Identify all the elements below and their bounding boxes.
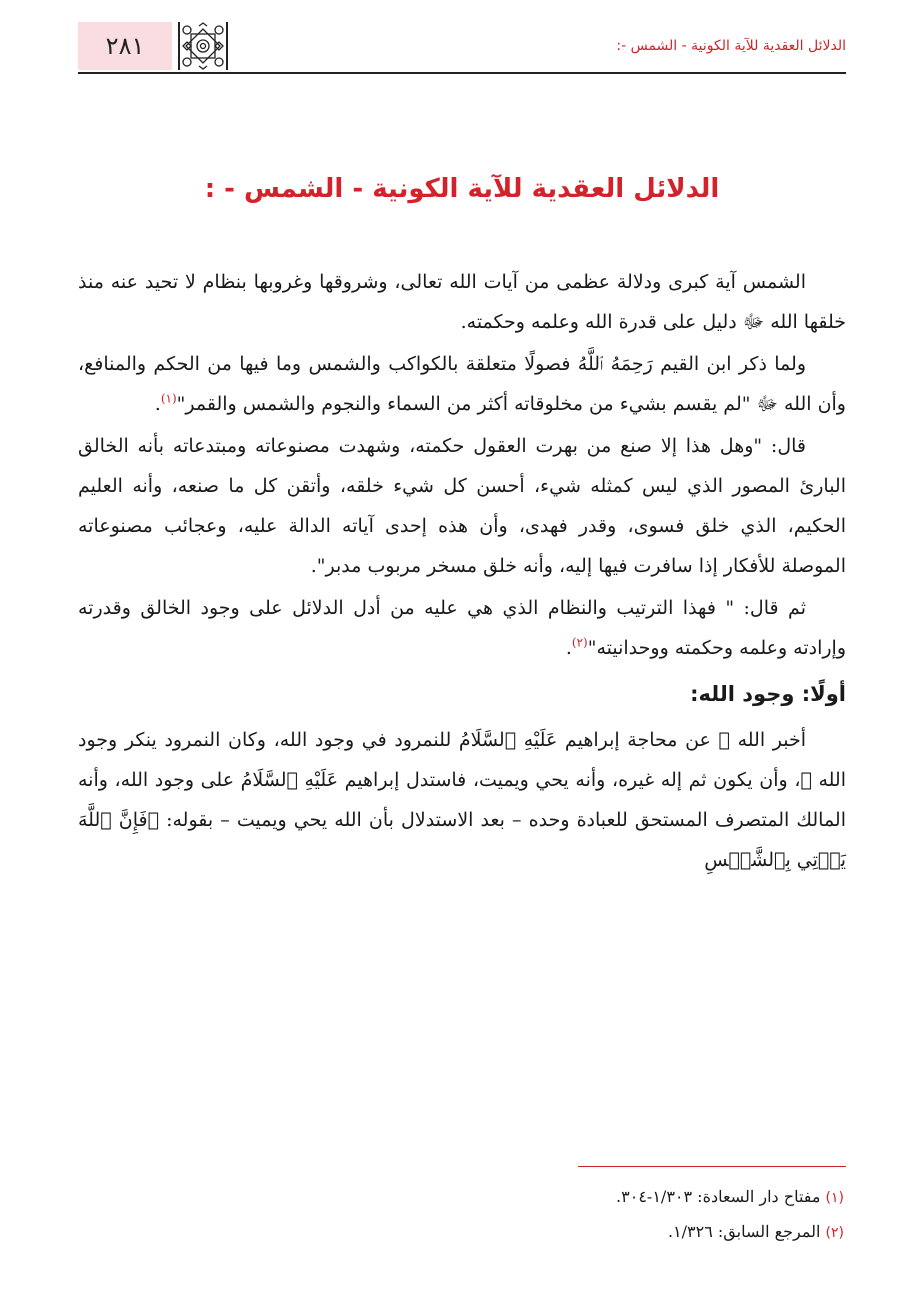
chapter-title: الدلائل العقدية للآية الكونية - الشمس - : — [204, 174, 720, 204]
paragraph-tail: . — [565, 637, 572, 659]
footnote — [78, 1180, 846, 1215]
footnote-number: (١) — [825, 1190, 844, 1206]
paragraph-text: ولما ذكر ابن القيم رَحِمَهُ ٱللَّهُ فصولًا متعلقة بالكواكب والشمس وما فيها من الحكم والمنافع، وأن الله ﷻ "لم يقسم بشيء من مخلوقاته أكثر من السماء والنجوم والشمس والقمر" — [78, 353, 846, 415]
footnote-divider — [578, 1166, 846, 1167]
footnote-text: مفتاح دار السعادة: ١/٣٠٣-٣٠٤. — [616, 1187, 821, 1206]
paragraph — [78, 262, 846, 342]
paragraph — [78, 344, 846, 424]
paragraph — [78, 588, 846, 668]
page-header — [78, 22, 846, 74]
header-divider — [78, 72, 846, 74]
page-number: ٢٨١ — [78, 22, 172, 70]
footnote-ref: (٢) — [571, 635, 588, 650]
running-title: الدلائل العقدية للآية الكونية - الشمس -: — [616, 38, 846, 54]
body-text — [78, 262, 846, 882]
footnote-text: المرجع السابق: ١/٣٢٦. — [667, 1222, 821, 1241]
footnote-number: (٢) — [825, 1225, 844, 1241]
paragraph-tail: . — [154, 393, 161, 415]
ornament-icon — [177, 22, 229, 70]
footnotes — [78, 1180, 846, 1250]
paragraph-text: قال: "وهل هذا إلا صنع من بهرت العقول حكمته، وشهدت مصنوعاته ومبتدعاته بأنه الخالق البارئ المصور الذي ليس كمثله شيء، أحسن كل شيء خلقه، وأتقن كل ما صنعه، وأنه العليم الحكيم، الذي خلق فسوى، وقدر فهدى، وأن هذه إحدى آياته الدالة عليه، وعجائب مصنوعاته الموصلة للأفكار إذا سافرت فيها إليه، وأنه خلق مسخر مربوب مدبر". — [78, 435, 846, 577]
paragraph — [78, 426, 846, 586]
footnote — [78, 1215, 846, 1250]
footnote-ref: (١) — [160, 391, 177, 406]
paragraph-text: الشمس آية كبرى ودلالة عظمى من آيات الله تعالى، وشروقها وغروبها بنظام لا تحيد عنه منذ خلقها الله ﷻ دليل على قدرة الله وعلمه وحكمته. — [78, 271, 846, 333]
paragraph-text: ثم قال: " فهذا الترتيب والنظام الذي هي عليه من أدل الدلائل على وجود الخالق وقدرته وإرادته وعلمه وحكمته ووحدانيته" — [78, 597, 846, 659]
paragraph-text: أخبر الله ﷻ عن محاجة إبراهيم عَلَيْهِ ٱلسَّلَامُ للنمرود في وجود الله، وكان النمرود ينكر وجود الله ﷻ، وأن يكون ثم إله غيره، وأنه يحي ويميت، فاستدل إبراهيم عَلَيْهِ ٱلسَّلَامُ على وجود الله، وأنه المالك المتصرف المستحق للعبادة وحده – بعد الاستدلال بأن الله يحي ويميت – بقوله: ﴿فَإِنَّ ٱللَّهَ يَأۡتِي بِٱلشَّمۡسِ — [78, 729, 846, 871]
paragraph — [78, 720, 846, 880]
section-heading: أولًا: وجود الله: — [690, 682, 846, 706]
